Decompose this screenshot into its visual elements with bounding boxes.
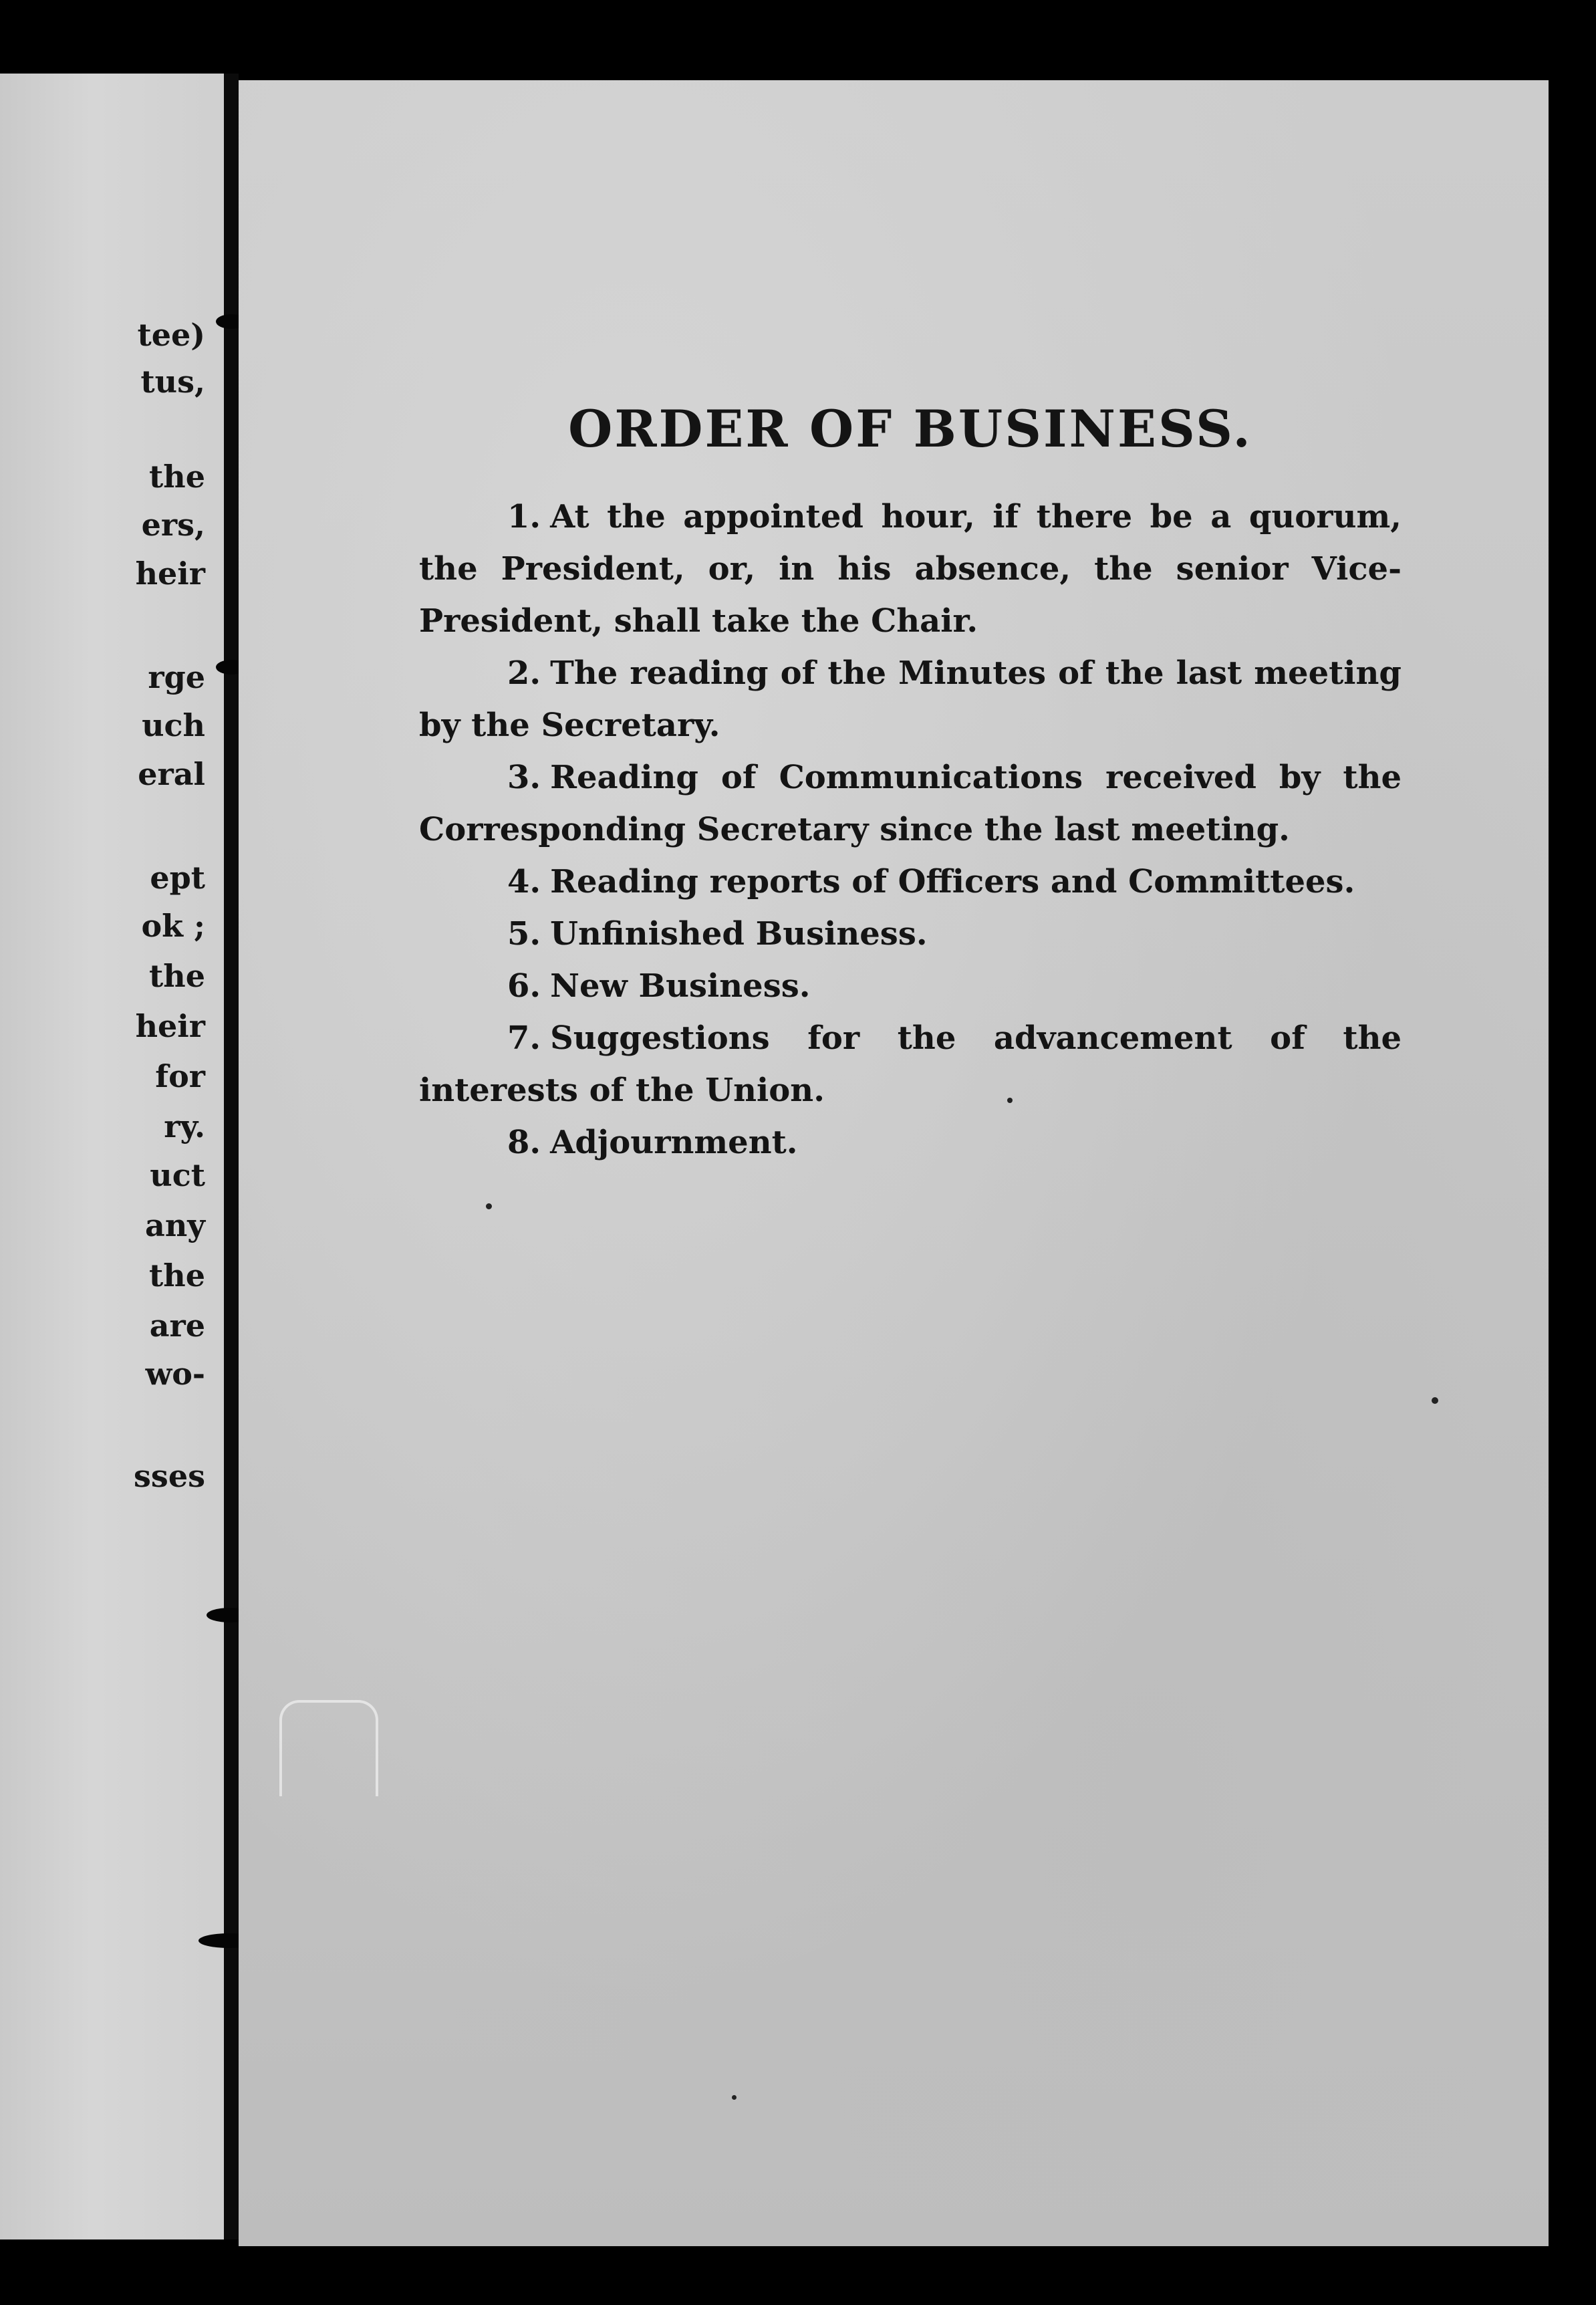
business-item bbox=[419, 960, 1402, 1012]
item-number: 4. bbox=[507, 862, 541, 900]
left-page-fragment: ok ; bbox=[141, 908, 205, 944]
left-page-edge bbox=[0, 74, 231, 2239]
item-number: 3. bbox=[507, 758, 541, 796]
left-page-fragment: heir bbox=[135, 556, 205, 592]
left-page-fragment: sses bbox=[134, 1458, 205, 1494]
order-of-business bbox=[419, 401, 1402, 1169]
left-page-fragment: ept bbox=[150, 860, 205, 896]
page-title: ORDER OF BUSINESS. bbox=[568, 399, 1252, 459]
left-page-fragment: for bbox=[155, 1058, 205, 1094]
left-page-fragment: rge bbox=[148, 659, 205, 695]
item-text: Suggestions for the advancement of the interests of the Union. bbox=[419, 1019, 1402, 1109]
ink-speck bbox=[1007, 1098, 1013, 1103]
left-page-fragment: the bbox=[149, 1257, 205, 1294]
item-number: 8. bbox=[507, 1123, 541, 1161]
paper-mark bbox=[279, 1700, 378, 1796]
ink-speck bbox=[1432, 1397, 1438, 1404]
business-item bbox=[419, 908, 1402, 960]
left-page-fragment: uch bbox=[142, 707, 205, 743]
item-number: 1. bbox=[507, 497, 541, 535]
business-item bbox=[419, 491, 1402, 647]
business-item bbox=[419, 1012, 1402, 1116]
left-page-fragment: heir bbox=[135, 1008, 205, 1044]
business-item bbox=[419, 647, 1402, 751]
ink-speck bbox=[732, 2095, 737, 2100]
item-number: 6. bbox=[507, 967, 541, 1005]
left-page-fragment: ry. bbox=[164, 1108, 205, 1144]
left-page-fragment: any bbox=[145, 1207, 205, 1243]
right-page bbox=[239, 80, 1549, 2246]
item-text: Adjournment. bbox=[550, 1123, 798, 1161]
left-page-fragment: eral bbox=[138, 756, 205, 792]
item-text: At the appointed hour, if there be a quorum, the President, or, in his absence, the senior Vice-President, shall take the Chair. bbox=[419, 497, 1402, 640]
business-item bbox=[419, 1116, 1402, 1169]
left-page-fragment: tee) bbox=[137, 317, 205, 353]
item-number: 2. bbox=[507, 654, 541, 692]
business-item bbox=[419, 856, 1402, 908]
left-page-fragment: the bbox=[149, 459, 205, 495]
item-number: 7. bbox=[507, 1019, 541, 1057]
item-text: Unfinished Business. bbox=[550, 915, 928, 953]
business-item bbox=[419, 751, 1402, 856]
item-text: New Business. bbox=[550, 967, 811, 1005]
left-page-fragment: ers, bbox=[141, 507, 205, 543]
item-number: 5. bbox=[507, 915, 541, 953]
binding-spine bbox=[224, 74, 239, 2239]
left-page-fragment: the bbox=[149, 958, 205, 994]
ink-speck bbox=[486, 1203, 492, 1209]
item-text: Reading reports of Officers and Committees. bbox=[550, 862, 1355, 900]
left-page-fragment: tus, bbox=[140, 364, 205, 400]
item-text: Reading of Communications received by the Corresponding Secretary since the last meeting. bbox=[419, 758, 1402, 848]
left-page-fragment: are bbox=[149, 1308, 205, 1344]
left-page-fragment: wo- bbox=[145, 1356, 205, 1392]
left-page-fragment: uct bbox=[150, 1157, 205, 1193]
item-text: The reading of the Minutes of the last meeting by the Secretary. bbox=[419, 654, 1402, 744]
